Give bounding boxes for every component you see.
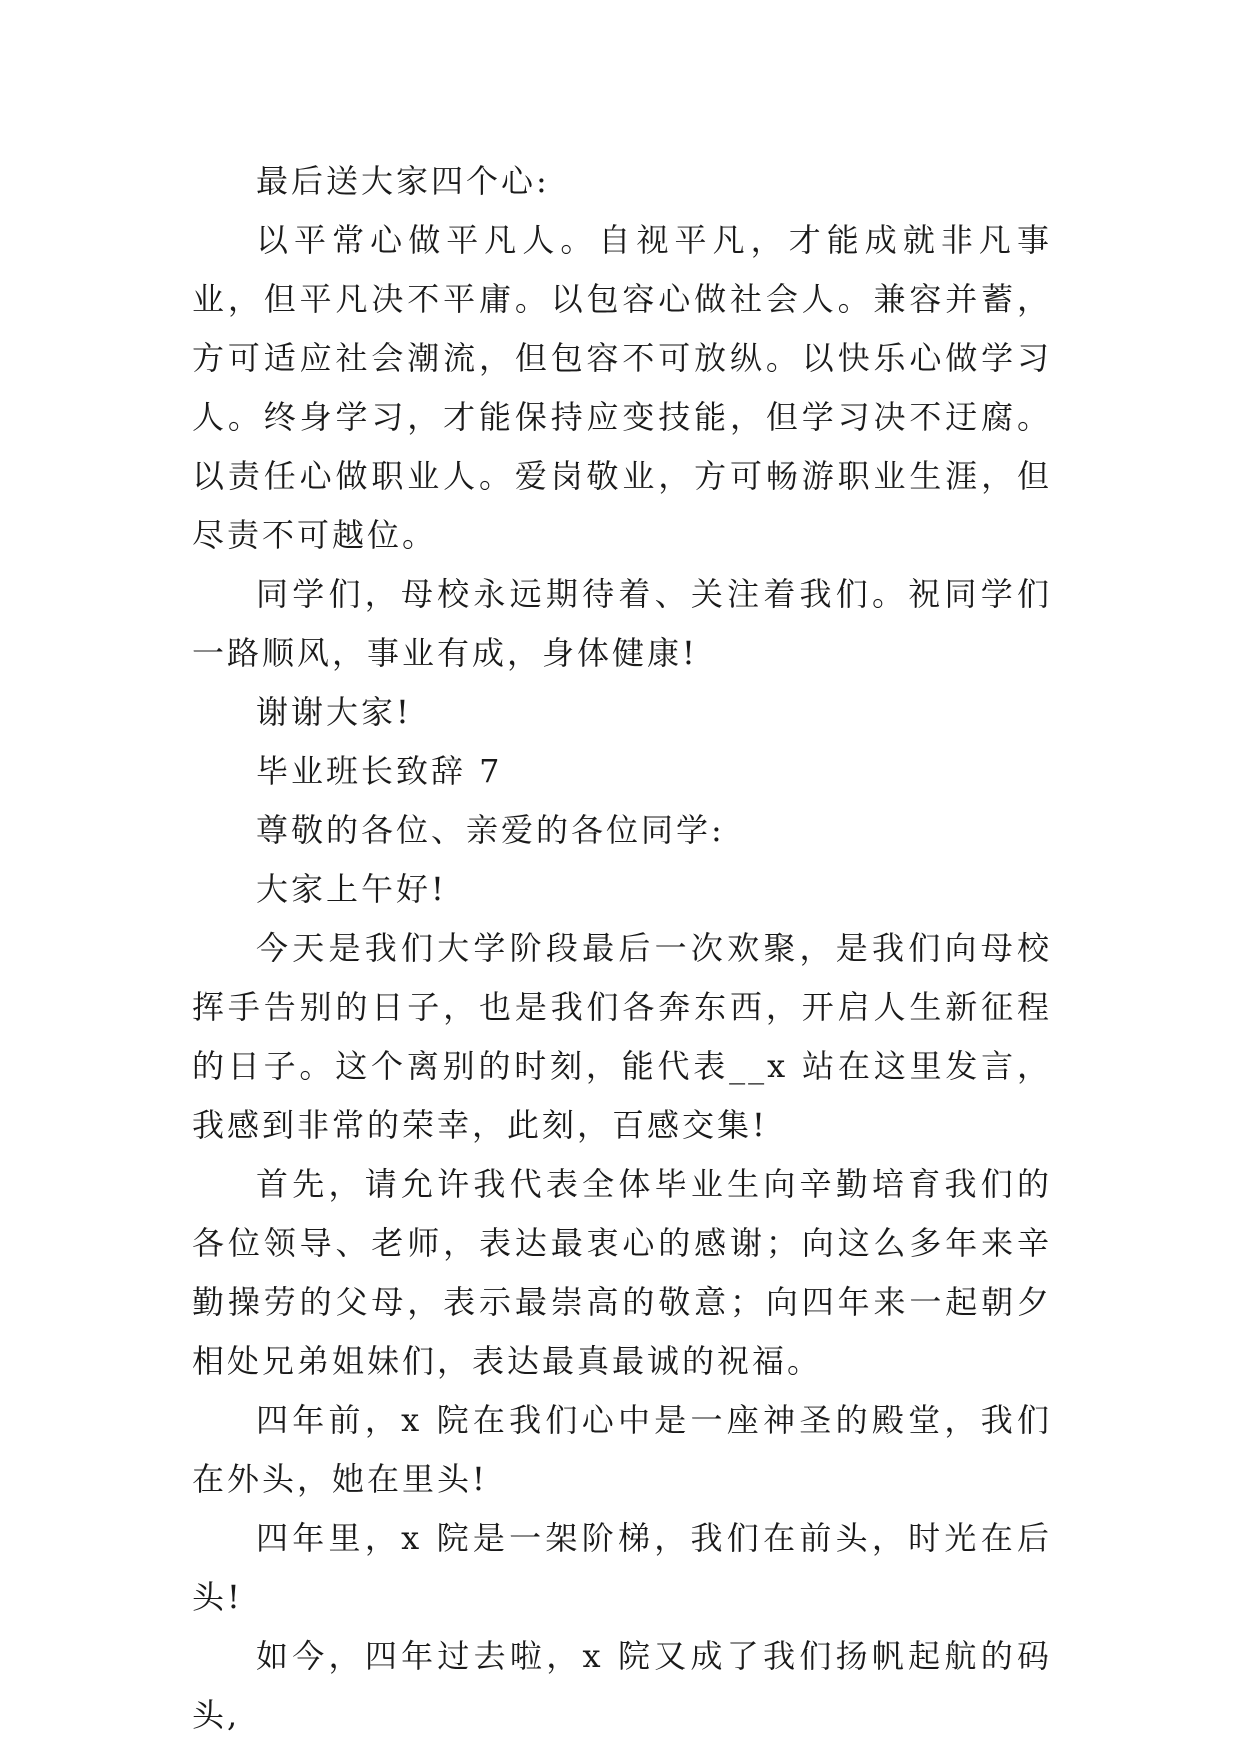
- greeting: 大家上午好!: [256, 870, 447, 908]
- paragraph: 以平常心做平凡人。自视平凡，才能成就非凡事业，但平凡决不平庸。以包容心做社会人。兼容并蓄，方可适应社会潮流，但包容不可放纵。以快乐心做学习人。终身学习，才能保持应变技能，但学习决不迂腐。以责任心做职业人。爱岗敬业，方可畅游职业生涯，但尽责不可越位。: [192, 221, 1052, 554]
- paragraph: 首先，请允许我代表全体毕业生向辛勤培育我们的各位领导、老师，表达最衷心的感谢；向这么多年来辛勤操劳的父母，表示最崇高的敬意；向四年来一起朝夕相处兄弟姐妹们，表达最真最诚的祝福。: [192, 1165, 1052, 1380]
- paragraph: 如今，四年过去啦，x 院又成了我们扬帆起航的码头,: [192, 1637, 1052, 1734]
- salutation: 尊敬的各位、亲爱的各位同学:: [256, 811, 725, 849]
- paragraph: 四年里，x 院是一架阶梯，我们在前头，时光在后头!: [192, 1519, 1052, 1616]
- section-heading: 毕业班长致辞 7: [256, 752, 503, 790]
- paragraph: 今天是我们大学阶段最后一次欢聚，是我们向母校挥手告别的日子，也是我们各奔东西，开启人生新征程的日子。这个离别的时刻，能代表__x 站在这里发言，我感到非常的荣幸，此刻，百感交集!: [192, 929, 1052, 1144]
- paragraph: 同学们，母校永远期待着、关注着我们。祝同学们一路顺风，事业有成，身体健康!: [192, 575, 1052, 672]
- paragraph: 谢谢大家!: [256, 693, 412, 731]
- document-page: [192, 152, 1052, 1745]
- paragraph: 四年前，x 院在我们心中是一座神圣的殿堂，我们在外头，她在里头!: [192, 1401, 1052, 1498]
- paragraph: 最后送大家四个心:: [256, 162, 550, 200]
